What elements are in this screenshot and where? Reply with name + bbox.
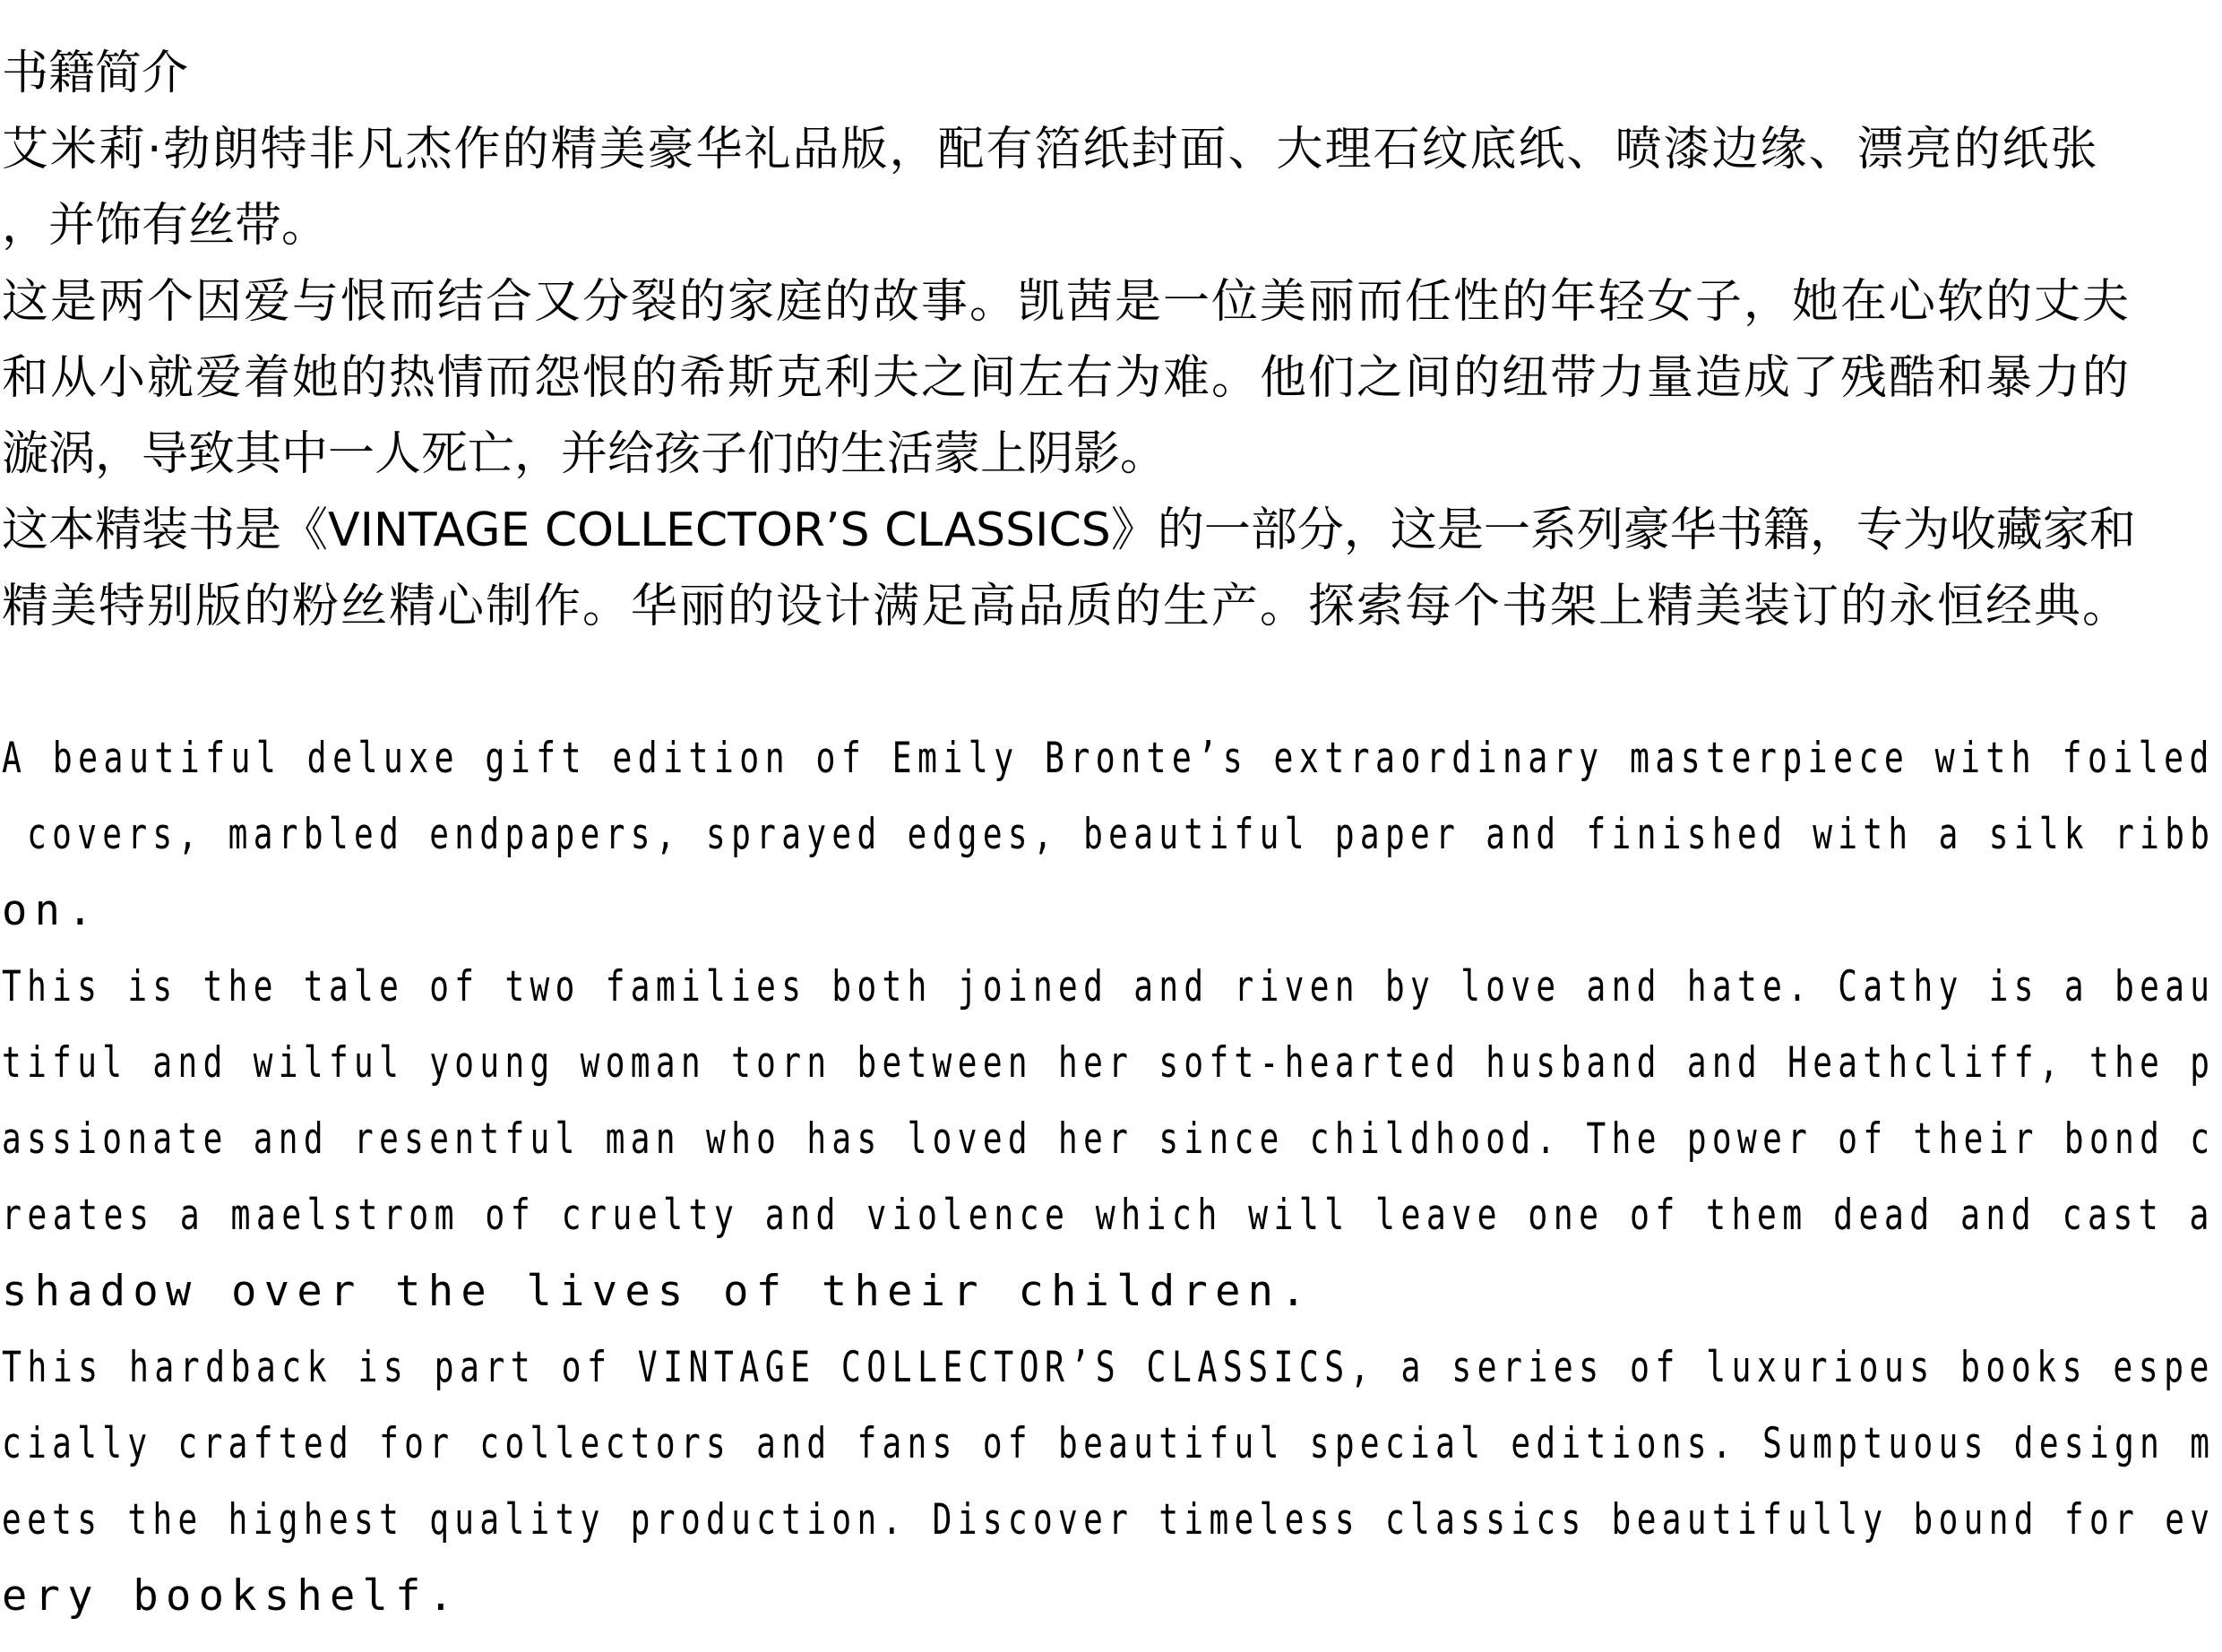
chinese-text-line: 和从小就爱着她的热情而怨恨的希斯克利夫之间左右为难。他们之间的纽带力量造成了残酷和暴力的 [2,351,2132,405]
chinese-text-line: 精美特别版的粉丝精心制作。华丽的设计满足高品质的生产。探索每个书架上精美装订的永恒经典。 [2,580,2132,633]
english-text-line: A beautiful deluxe gift edition of Emily Bronte’s extraordinary masterpiece with foiled [2,734,2215,783]
english-text-line: tiful and wilful young woman torn between her soft-hearted husband and Heathcliff, the p [2,1038,2216,1088]
english-text-line: ery bookshelf. [2,1571,461,1621]
english-text-line: covers, marbled endpapers, sprayed edges, beautiful paper and finished with a silk ribb [2,810,2216,859]
english-text-line: This is the tale of two families both joined and riven by love and hate. Cathy is a beau [2,962,2216,1011]
chinese-text-line: ，并饰有丝带。 [2,199,329,253]
section-title: 书籍简介 [2,47,189,100]
english-text-line: This hardback is part of VINTAGE COLLECTOR’S CLASSICS, a series of luxurious books espe [2,1343,2215,1392]
chinese-text-line: 这本精装书是《VINTAGE COLLECTOR’S CLASSICS》的一部分，这是一系列豪华书籍，专为收藏家和 [2,503,2136,557]
english-text-line: assionate and resentful man who has loved her since childhood. The power of their bond c [2,1114,2216,1164]
english-text-line: eets the highest quality production. Discover timeless classics beautifully bound for ev [2,1495,2216,1544]
english-text-line: shadow over the lives of their children. [2,1267,1313,1316]
english-text-line: on. [2,886,100,935]
english-text-line: reates a maelstrom of cruelty and violence which will leave one of them dead and cast a [2,1191,2215,1240]
chinese-text-line: 漩涡，导致其中一人死亡，并给孩子们的生活蒙上阴影。 [2,427,1167,481]
chinese-text-line: 艾米莉·勃朗特非凡杰作的精美豪华礼品版，配有箔纸封面、大理石纹底纸、喷漆边缘、漂亮的纸张 [2,123,2099,176]
english-text-line: cially crafted for collectors and fans of beautiful special editions. Sumptuous design m [2,1419,2216,1468]
chinese-text-line: 这是两个因爱与恨而结合又分裂的家庭的故事。凯茜是一位美丽而任性的年轻女子，她在心软的丈夫 [2,275,2132,329]
